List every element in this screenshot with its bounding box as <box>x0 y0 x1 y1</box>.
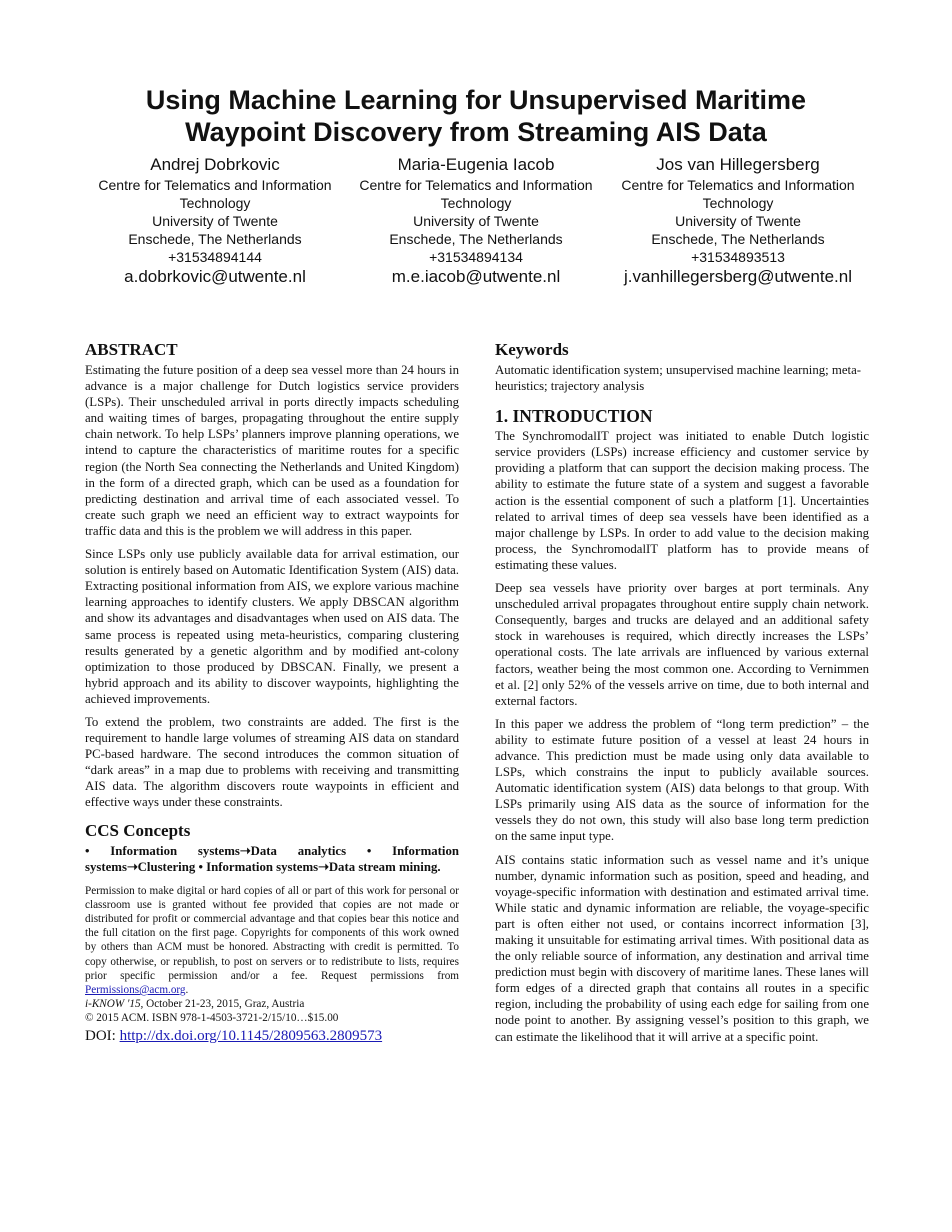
author-location: Enschede, The Netherlands <box>389 231 563 247</box>
permission-notice <box>85 884 459 998</box>
author-affiliation: Centre for Telematics and Information <box>98 177 332 193</box>
keywords-text: Automatic identification system; unsupervised machine learning; meta-heuristics; trajectory analysis <box>495 363 862 394</box>
author-location: Enschede, The Netherlands <box>651 231 825 247</box>
author-location: Enschede, The Netherlands <box>128 231 302 247</box>
ccs-concepts: • Information systems➝Data analytics • Information systems➝Clustering • Information systems➝Data stream mining. <box>85 843 459 875</box>
author-name: Jos van Hillegersberg <box>656 155 820 174</box>
title-line-2: Waypoint Discovery from Streaming AIS Data <box>185 117 767 147</box>
author-email[interactable]: a.dobrkovic@utwente.nl <box>124 267 306 286</box>
conference-info <box>85 997 459 1011</box>
permission-text: Permission to make digital or hard copies of all or part of this work for personal or classroom use is granted without fee provided that copies are not made or distributed for profit or commercial advantage and that copies bear this notice and the full citation on the first page. Copyrights for components of this work owned by others than ACM must be honored. Abstracting with credit is permitted. To copy otherwise, or republish, to post on servers or to redistribute to lists, requires prior specific permission and/or a fee. Request permissions from <box>85 884 459 982</box>
author-phone: +31534894134 <box>429 249 523 265</box>
introduction-heading: 1. INTRODUCTION <box>495 406 653 427</box>
author-university: University of Twente <box>413 213 539 229</box>
author-affiliation-cont: Technology <box>179 195 251 211</box>
author-email[interactable]: m.e.iacob@utwente.nl <box>391 267 561 286</box>
doi-link[interactable]: http://dx.doi.org/10.1145/2809563.2809573 <box>119 1027 383 1044</box>
introduction-paragraph-1: The SynchromodalIT project was initiated to enable Dutch logistic service providers (LSPs) increase efficiency and customer service by providing a platform that can support the decision making process. The ability to estimate the future state of a system and suggest a favorable action is the essential component of such a platform [1]. Uncertainties related to arrival times of deep sea vessels have been identified as a major challenge by LSPs. In order to add value to the decision making process, the SynchromodalIT platform has to provide means of estimating these values. <box>495 429 869 572</box>
abstract-heading: ABSTRACT <box>85 340 178 359</box>
author-university: University of Twente <box>675 213 801 229</box>
author-name: Andrej Dobrkovic <box>150 155 280 174</box>
abstract-paragraph-3: To extend the problem, two constraints are added. The first is the requirement to handle large volumes of streaming AIS data on standard PC-based hardware. The second introduces the common situation of “dark areas” in a map due to problems with receiving and transmitting AIS data. The algorithm discovers route waypoints in efficient and effective ways under these constraints. <box>85 714 459 810</box>
author-block-3 <box>598 154 878 288</box>
author-email[interactable]: j.vanhillegersberg@utwente.nl <box>624 267 852 286</box>
introduction-paragraph-2: Deep sea vessels have priority over barges at port terminals. Any unscheduled arrival propagates throughout entire supply chain network. Consequently, barges and trucks are delayed and an additional safety stock in warehouses is required, which directly increases the LSPs’ operational costs. The late arrivals are influenced by various external factors, weather being the most common one. According to Vernimmen et al. [2] only 52% of the vessels arrive on time, due to both internal and external factors. <box>495 581 869 708</box>
ccs-heading: CCS Concepts <box>85 820 191 840</box>
introduction-paragraph-4: AIS contains static information such as vessel name and it’s unique number, dynamic information such as position, speed and heading, and voyage-specific information with destination and estimated arrival time. While static and dynamic information are reliable, the voyage-specific part is often either not used, or contains incorrect information [3], making it unsuitable for estimating arrival times. With positional data as the only reliable source of information, any destination and arrival time prediction must begin with discovery of maritime lanes. These lanes will form edges of a directed graph that contains all routes in a specific region, including the probability of using each edge for sailing from one node point to another. By assigning vessel’s position to this graph, we can estimate the likelihood that it will arrive at a specific point. <box>495 852 869 1044</box>
title-line-1: Using Machine Learning for Unsupervised Maritime <box>145 85 807 115</box>
doi-line <box>85 1027 459 1046</box>
author-block-2 <box>336 154 616 288</box>
author-phone: +31534893513 <box>691 249 785 265</box>
conference-name: i-KNOW '15, <box>85 998 144 1011</box>
author-university: University of Twente <box>152 213 278 229</box>
copyright-line: © 2015 ACM. ISBN 978-1-4503-3721-2/15/10…$15.00 <box>85 1012 339 1025</box>
author-affiliation: Centre for Telematics and Information <box>621 177 855 193</box>
author-affiliation-cont: Technology <box>702 195 774 211</box>
permission-period: . <box>185 983 189 996</box>
author-name: Maria-Eugenia Iacob <box>397 155 555 174</box>
author-phone: +31534894144 <box>168 249 262 265</box>
paper-title <box>60 84 892 148</box>
author-block-1 <box>75 154 355 288</box>
abstract-paragraph-1: Estimating the future position of a deep sea vessel more than 24 hours in advance is a major challenge for Dutch logistics service providers (LSPs). Their unscheduled arrival in ports directly impacts scheduling and waiting times of barges, propagating throughout the entire supply chain network. To help LSPs’ planners improve planning operations, we intend to capture the characteristics of maritime routes for a specific region (the North Sea connecting the Netherlands and United Kingdom) in the form of a directed graph, which can be used as a foundation for predicting destination and arrival time of each associated vessel. To create such graph we need an efficient way to extract waypoints for traffic data and this is the problem we will address in this paper. <box>85 363 459 538</box>
author-affiliation-cont: Technology <box>440 195 512 211</box>
abstract-paragraph-2: Since LSPs only use publicly available data for arrival estimation, our solution is entirely based on Automatic Identification System (AIS) data. Extracting positional information from AIS, we explore various machine learning approaches to identify clusters. We apply DBSCAN algorithm and show its advantages and disadvantages when used on AIS data. The same process is repeated using meta-heuristics, comparing clustering results generated by a genetic algorithm and by modified ant-colony optimization to those produced by DBSCAN. Finally, we present a hybrid approach and its ability to discover waypoints, highlighting the achieved improvements. <box>85 547 459 706</box>
introduction-paragraph-3: In this paper we address the problem of “long term prediction” – the ability to estimate future position of a vessel at least 24 hours in advance. This prediction must be made using only data available to LSPs, which constrains the input to publicly available sources. Automatic identification system (AIS) data belongs to that group. With LSPs primarily using AIS data as the source of information for the vessels they do not own, this study will also base long term prediction on the same input type. <box>495 716 869 844</box>
author-affiliation: Centre for Telematics and Information <box>359 177 593 193</box>
permissions-email-link[interactable]: Permissions@acm.org <box>85 983 186 996</box>
doi-label: DOI: <box>85 1027 120 1044</box>
keywords-heading: Keywords <box>495 340 569 359</box>
right-column <box>495 340 869 1052</box>
left-column <box>85 340 459 1046</box>
conference-details: October 21-23, 2015, Graz, Austria <box>143 998 305 1011</box>
